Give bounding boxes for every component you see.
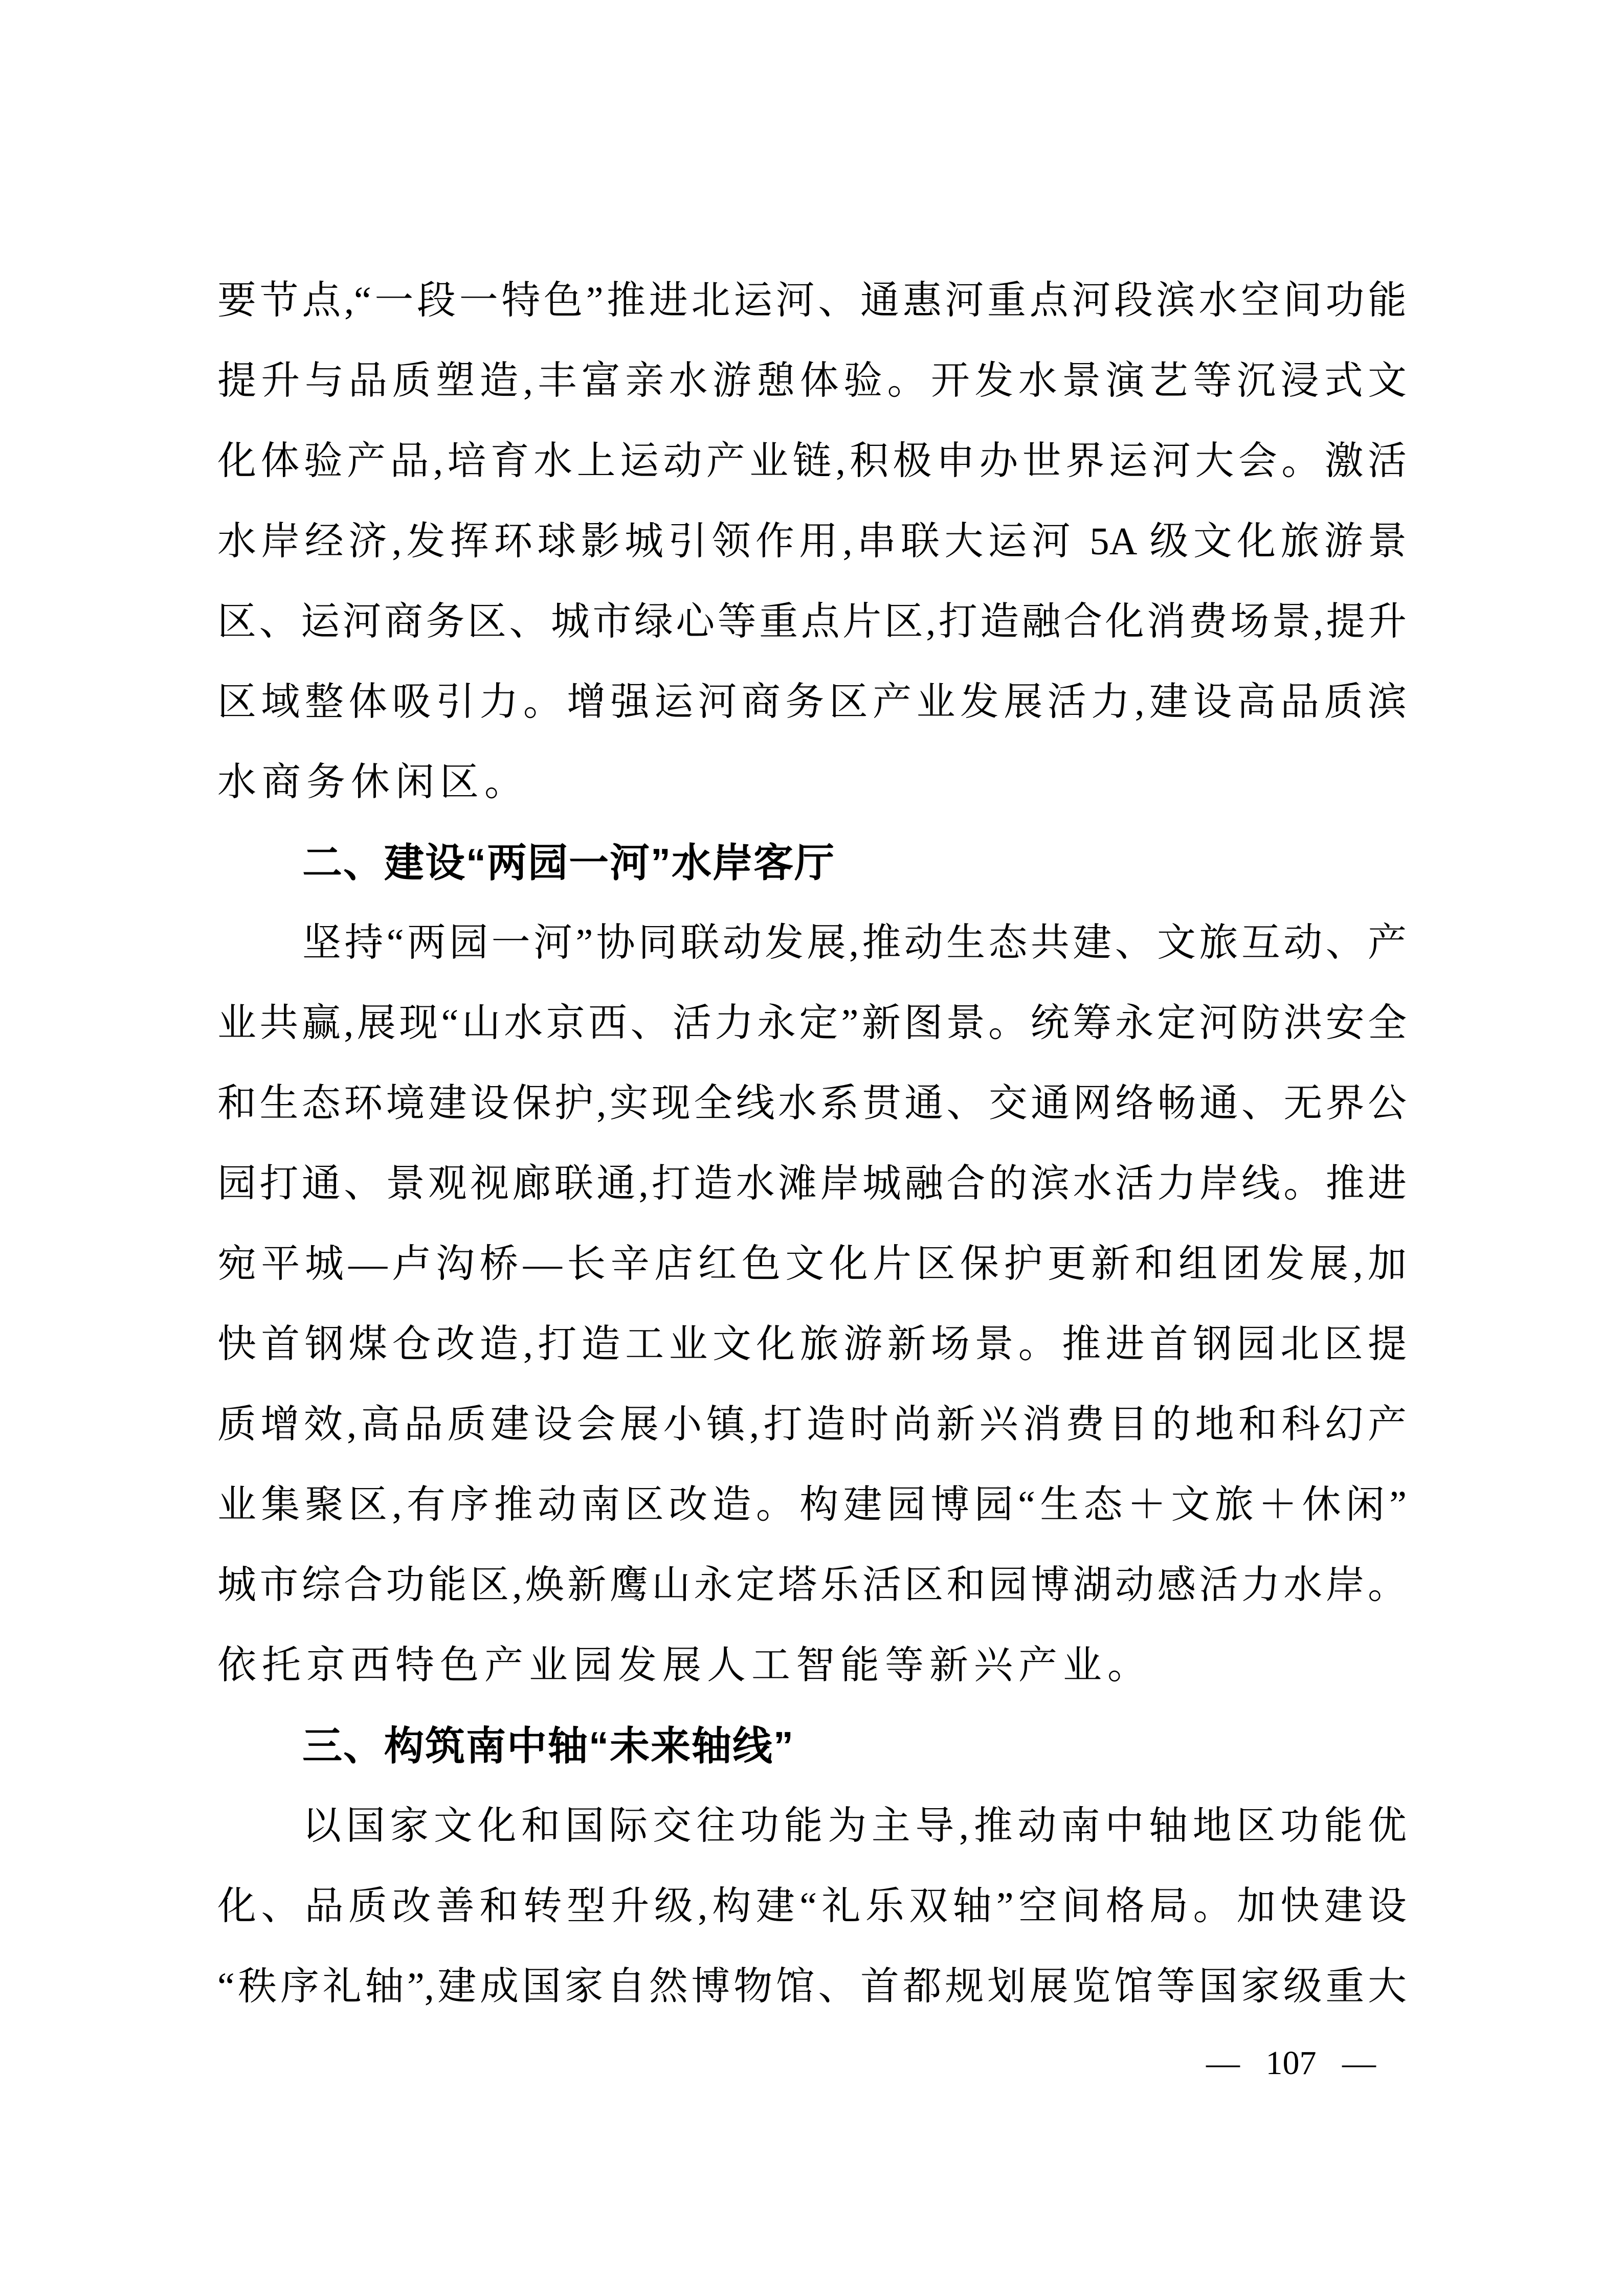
text-line: 宛平城—卢沟桥—长辛店红色文化片区保护更新和组团发展,加 [217,1243,1407,1286]
text-line: 以国家文化和国际交往功能为主导,推动南中轴地区功能优 [302,1805,1407,1848]
text-line: 化体验产品,培育水上运动产业链,积极申办世界运河大会。激活 [217,440,1407,483]
document-body [217,261,1407,2027]
page-number: — 107 — [1206,2044,1376,2082]
text-line: 提升与品质塑造,丰富亲水游憩体验。开发水景演艺等沉浸式文 [217,359,1407,402]
text-line: 区域整体吸引力。增强运河商务区产业发展活力,建设高品质滨 [217,681,1407,724]
text-line: 水商务休闲区。 [217,761,529,804]
text-line: 业集聚区,有序推动南区改造。构建园博园“生态＋文旅＋休闲” [217,1483,1407,1526]
text-line: 区、运河商务区、城市绿心等重点片区,打造融合化消费场景,提升 [217,600,1407,643]
text-line: 化、品质改善和转型升级,构建“礼乐双轴”空间格局。加快建设 [217,1885,1407,1928]
text-line: 城市综合功能区,焕新鹰山永定塔乐活区和园博湖动感活力水岸。 [217,1564,1407,1607]
text-line: 质增效,高品质建设会展小镇,打造时尚新兴消费目的地和科幻产 [217,1403,1407,1446]
text-line: 要节点,“一段一特色”推进北运河、通惠河重点河段滨水空间功能 [217,279,1407,322]
text-line: 快首钢煤仓改造,打造工业文化旅游新场景。推进首钢园北区提 [217,1323,1407,1366]
text-line: “秩序礼轴”,建成国家自然博物馆、首都规划展览馆等国家级重大 [217,1965,1407,2008]
section-heading-3: 三、构筑南中轴“未来轴线” [302,1723,795,1768]
text-line: 园打通、景观视廊联通,打造水滩岸城融合的滨水活力岸线。推进 [217,1162,1407,1205]
text-line: 水岸经济,发挥环球影城引领作用,串联大运河 5A 级文化旅游景 [217,520,1407,563]
text-line: 坚持“两园一河”协同联动发展,推动生态共建、文旅互动、产 [302,921,1407,964]
text-line: 依托京西特色产业园发展人工智能等新兴产业。 [217,1644,1152,1687]
section-heading-2: 二、建设“两园一河”水岸客厅 [302,840,836,885]
text-line: 和生态环境建设保护,实现全线水系贯通、交通网络畅通、无界公 [217,1082,1407,1125]
text-line: 业共赢,展现“山水京西、活力永定”新图景。统筹永定河防洪安全 [217,1002,1407,1045]
